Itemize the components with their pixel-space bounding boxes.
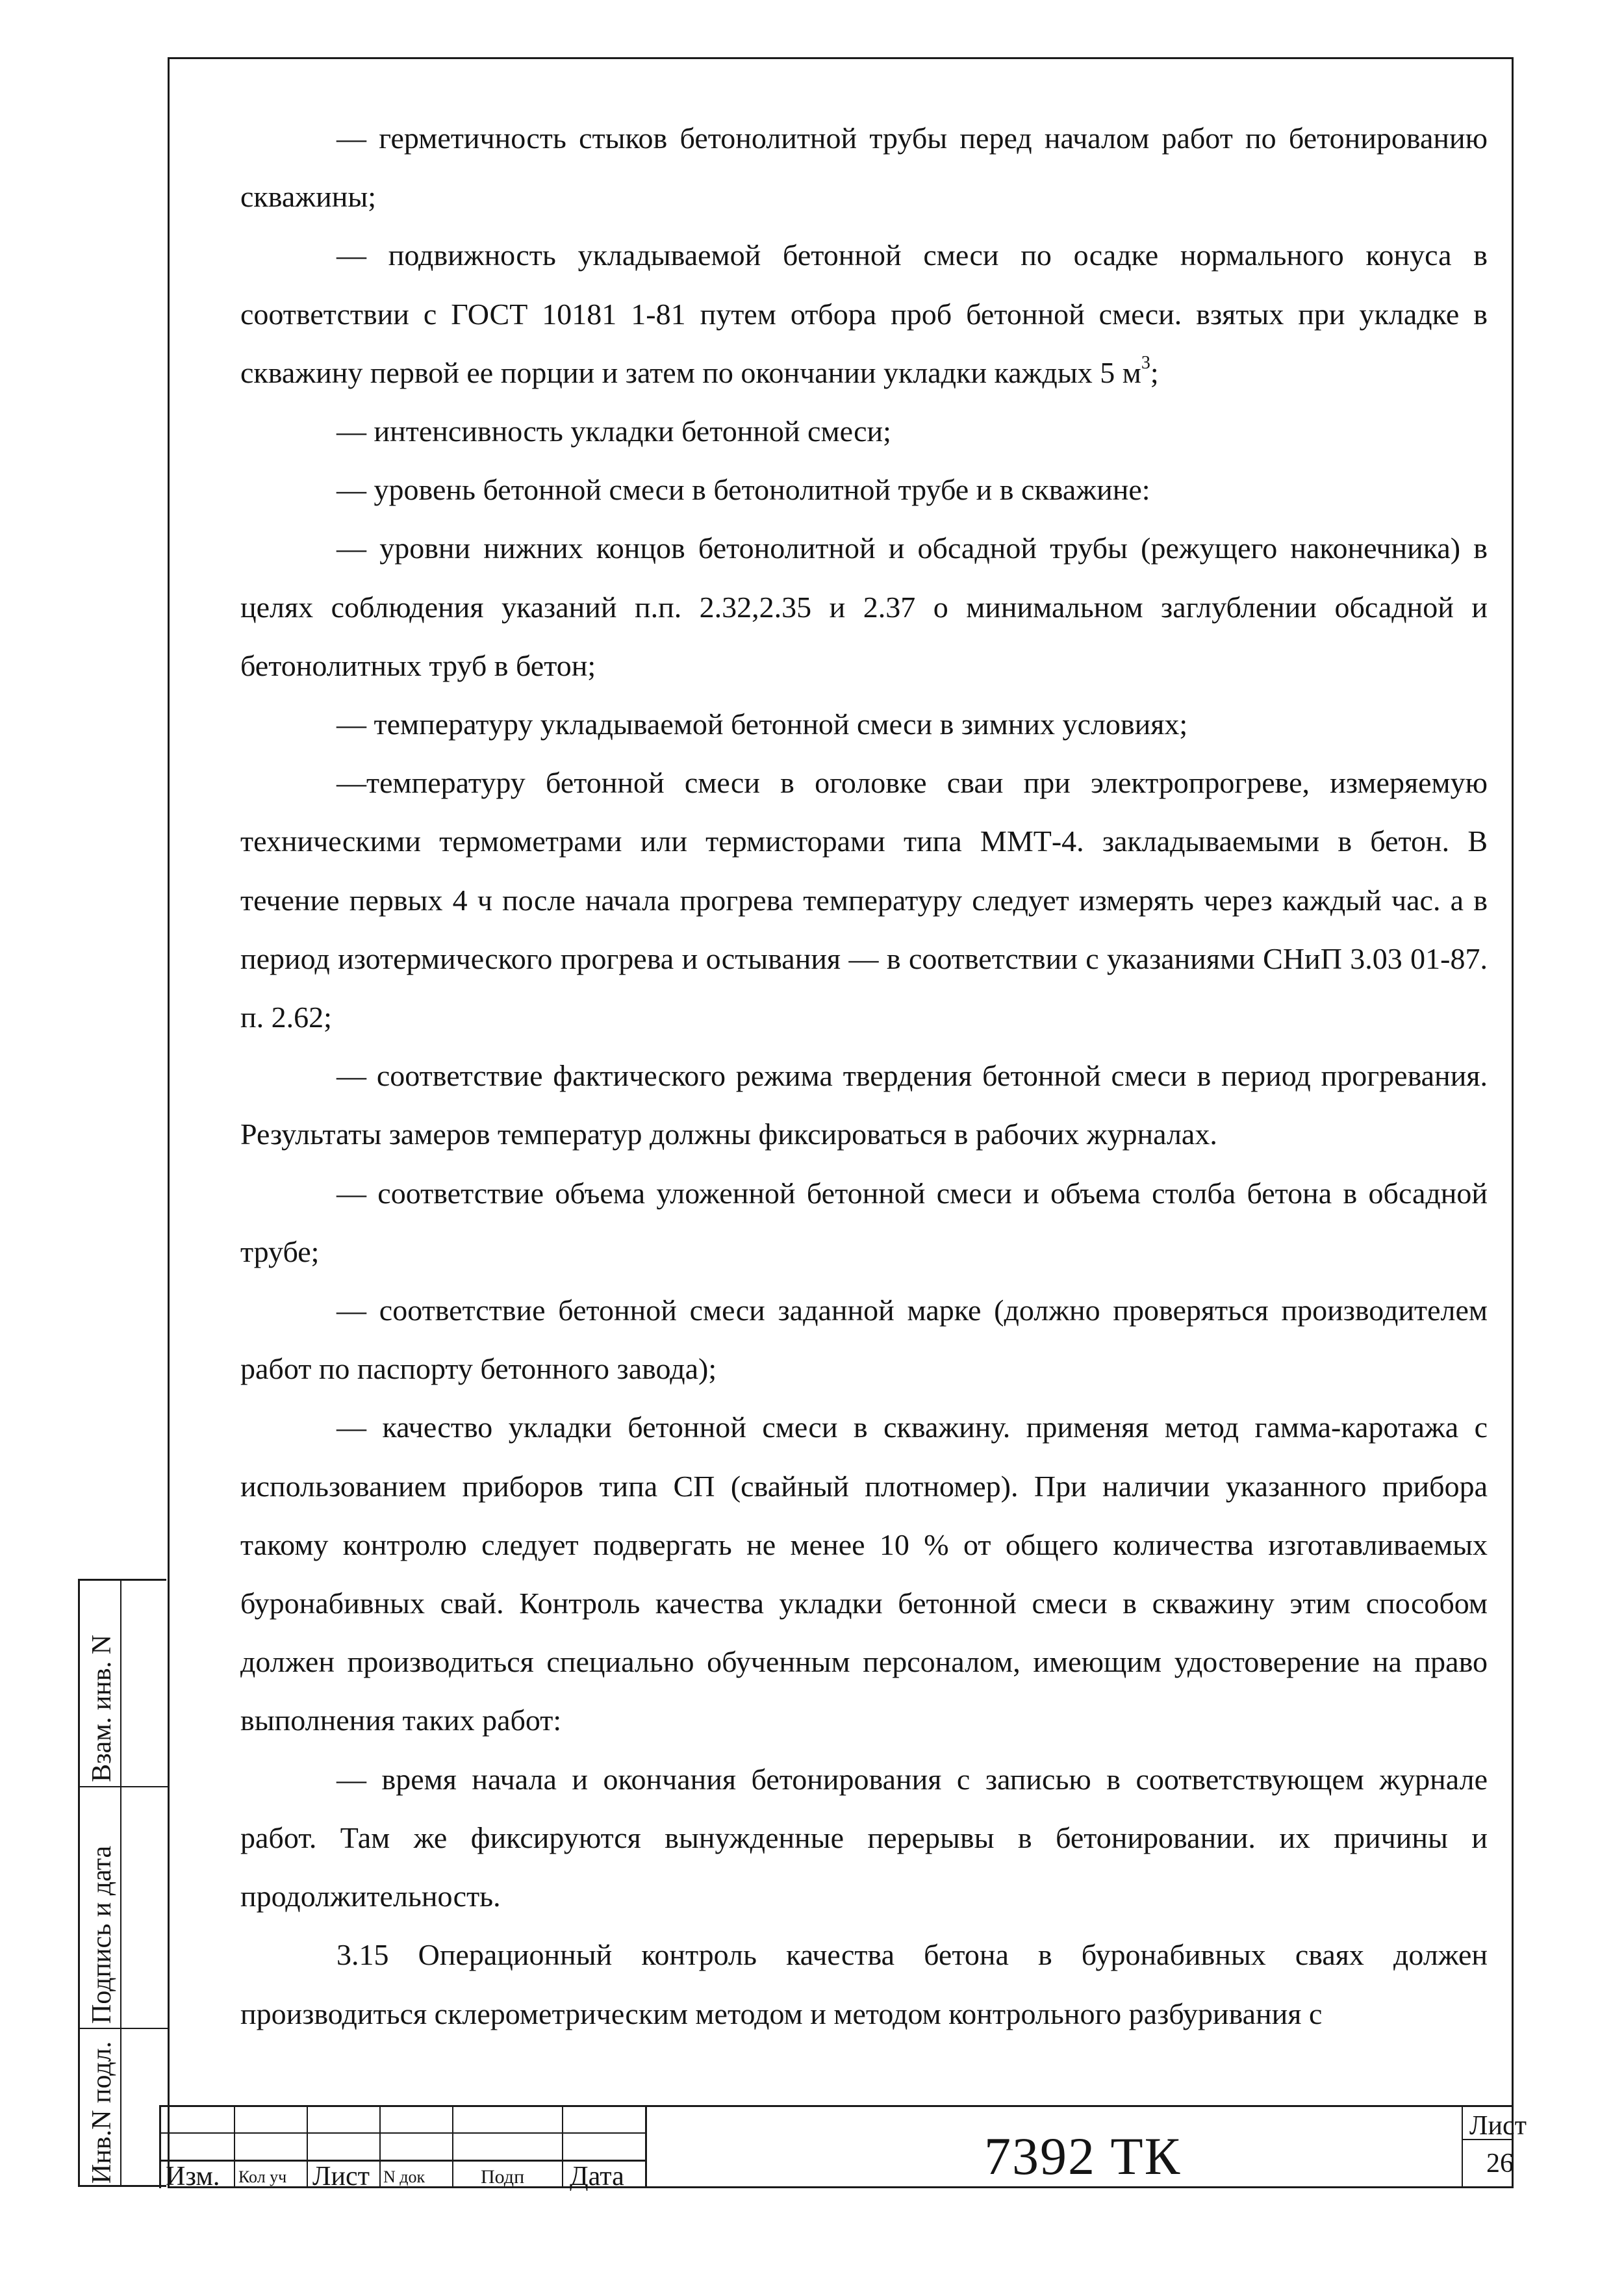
paragraph [240,402,1488,461]
paragraph-text: — уровень бетонной смеси в бетонолитной трубе и в скважине: [336,473,1150,507]
paragraph [240,695,1488,754]
superscript: 3 [1141,352,1150,373]
paragraph-text: — качество укладки бетонной смеси в скважину. применяя метод гамма-каротажа с использованием приборов типа СП (свайный плотномер). При наличии указанного прибора такому контролю следует подвергать не менее 10 % от общего количества изготавливаемых буронабивных свай. Контроль качества укладки бетонной смеси в скважину этим способом должен производиться специально обученным персоналом, имеющим удостоверение на право выполнения таких работ: [240,1411,1488,1737]
header-izm: Изм. [166,2162,220,2191]
podpis-data-label: Подпись и дата [87,1845,117,2024]
paragraph [240,754,1488,1047]
paragraph-text: — интенсивность укладки бетонной смеси; [336,415,891,448]
header-data: Дата [570,2162,624,2191]
header-podp: Подп [481,2166,525,2188]
side-value-cell-1 [120,1581,168,1787]
paragraph-text: — соответствие бетонной смеси заданной марке (должно проверяться производителем работ по паспорту бетонного завода); [240,1294,1488,1386]
document-body [240,109,1488,2043]
side-stamp-strip [78,1579,166,2187]
paragraph-text: — соответствие объема уложенной бетонной смеси и объема столба бетона в обсадной трубе; [240,1176,1488,1268]
paragraph [240,1047,1488,1164]
side-value-cell-2 [120,1787,168,2029]
header-list: Лист [312,2162,370,2191]
title-block [159,2105,1514,2191]
paragraph-text: —температуру бетонной смеси в оголовке сваи при электропрогреве, измеряемую техническими термометрами или термисторами типа ММТ-4. закладываемыми в бетон. В течение первых 4 ч после начала прогрева температуру следует измерять через каждый час. а в период изотермического прогрева и остывания — в соответствии с указаниями СНиП 3.03 01-87. п. 2.62; [240,766,1488,1034]
sheet-number: 26 [1486,2149,1514,2178]
paragraph [240,461,1488,519]
paragraph-tail: ; [1150,355,1159,389]
paragraph [240,1281,1488,1398]
header-kol-uch: Кол уч [238,2167,287,2186]
paragraph [240,1398,1488,1750]
paragraph-text: — соответствие фактического режима твердения бетонной смеси в период прогревания. Результаты замеров температур должны фиксироваться в рабочих журналах. [240,1059,1488,1151]
vzam-inv-label: Взам. инв. N [87,1635,117,1782]
document-number: 7392 ТК [984,2127,1182,2186]
paragraph [240,226,1488,402]
paragraph [240,1164,1488,1281]
inv-podl-label: Инв.N подл. [87,2041,117,2184]
paragraph-text: — уровни нижних концов бетонолитной и обсадной трубы (режущего наконечника) в целях соблюдения указаний п.п. 2.32,2.35 и 2.37 о минимальном заглублении обсадной и бетонолитных труб в бетон; [240,531,1488,682]
paragraph [240,519,1488,695]
paragraph [240,1750,1488,1926]
paragraph [240,109,1488,226]
paragraph-text: — время начала и окончания бетонирования с записью в соответствующем журнале работ. Там же фиксируются вынужденные перерывы в бетонировании. их причины и продолжительность. [240,1762,1488,1913]
paragraph-text: — температуру укладываемой бетонной смеси в зимних условиях; [336,708,1188,741]
paragraph-text: — герметичность стыков бетонолитной трубы перед началом работ по бетонированию скважины; [240,121,1488,214]
paragraph-text: — подвижность укладываемой бетонной смеси по осадке нормального конуса в соответствии с ГОСТ 10181 1-81 путем отбора проб бетонной смеси. взятых при укладке в скважину первой ее порции и затем по окончании укладки каждых 5 м [240,238,1488,389]
sheet-label: Лист [1469,2111,1527,2141]
paragraph [240,1926,1488,2043]
paragraph-text: 3.15 Операционный контроль качества бетона в буронабивных сваях должен производиться склерометрическим методом и методом контрольного разбуривания с [240,1938,1488,2030]
header-n-dok: N док [383,2167,425,2186]
